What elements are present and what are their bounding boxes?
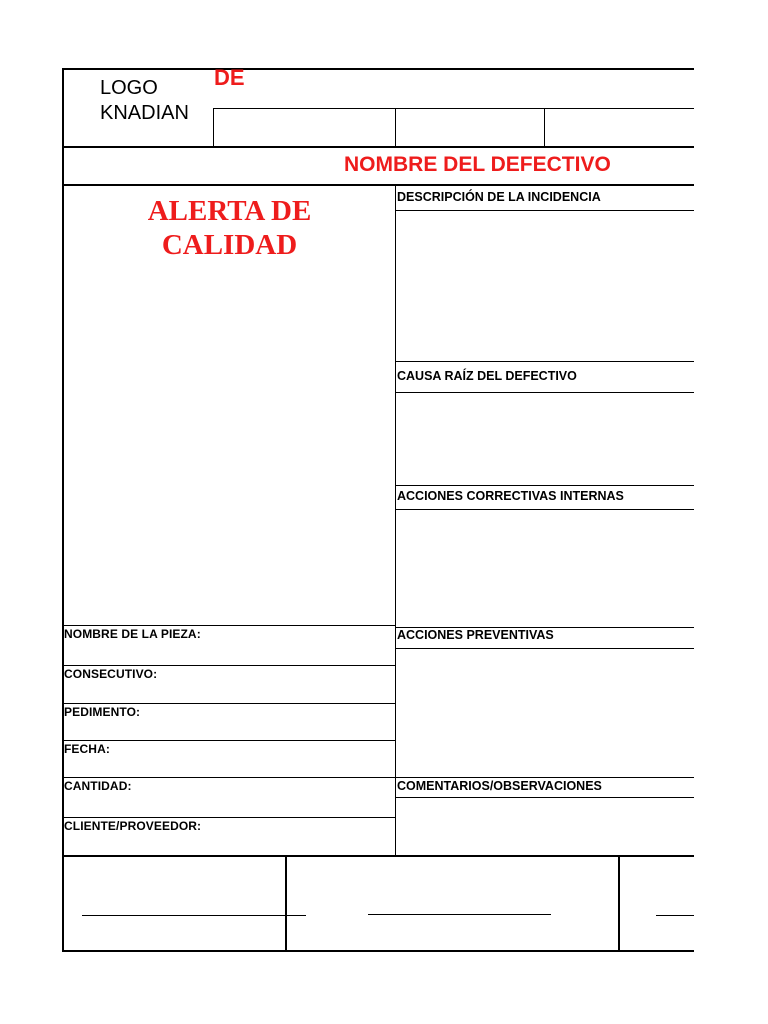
defect-row-bottom-border [62, 184, 694, 186]
header-logo-divider [213, 108, 214, 148]
section-acciones-preventivas: ACCIONES PREVENTIVAS [397, 628, 554, 642]
signature-divider-2 [618, 856, 620, 951]
logo-text [100, 76, 189, 126]
logo-line-2: KNADIAN [100, 102, 189, 124]
signature-line-1 [82, 915, 306, 916]
signature-line-3 [656, 915, 694, 916]
section-divider [395, 777, 694, 778]
field-row-divider [62, 665, 396, 666]
section-acciones-correctivas: ACCIONES CORRECTIVAS INTERNAS [397, 489, 624, 503]
form-bottom-border [62, 950, 694, 952]
section-header-divider [395, 392, 694, 393]
field-row-divider [62, 817, 396, 818]
field-consecutivo: CONSECUTIVO: [64, 667, 158, 681]
section-header-divider [395, 648, 694, 649]
field-row-divider [62, 740, 396, 741]
field-row-divider [62, 703, 396, 704]
field-cliente-proveedor: CLIENTE/PROVEEDOR: [64, 819, 202, 833]
signature-divider-1 [285, 856, 287, 951]
header-cell-divider-2 [544, 108, 545, 148]
field-fecha: FECHA: [64, 742, 110, 756]
field-nombre-pieza: NOMBRE DE LA PIEZA: [64, 627, 201, 641]
header-de-text: DE [214, 65, 245, 90]
signature-top-border [62, 855, 694, 857]
alert-title-line-1: ALERTA DE [147, 195, 312, 227]
section-header-divider [395, 797, 694, 798]
alert-title-line-2: CALIDAD [161, 229, 298, 261]
header-bottom-border [62, 146, 694, 148]
section-divider [395, 361, 694, 362]
defect-name-title: NOMBRE DEL DEFECTIVO [344, 153, 611, 176]
logo-line-1: LOGO [100, 77, 158, 99]
section-header-divider [395, 509, 694, 510]
field-pedimento: PEDIMENTO: [64, 705, 141, 719]
header-cell-divider-1 [395, 108, 396, 148]
section-header-divider [395, 210, 694, 211]
section-divider [395, 485, 694, 486]
section-causa-raiz: CAUSA RAÍZ DEL DEFECTIVO [397, 369, 577, 383]
form-top-border [62, 68, 694, 70]
header-divider [214, 108, 694, 109]
left-fields-top-border [62, 625, 396, 626]
main-center-divider [395, 185, 396, 856]
signature-line-2 [368, 914, 551, 915]
field-cantidad: CANTIDAD: [64, 779, 132, 793]
alert-title [64, 194, 395, 262]
section-descripcion-incidencia: DESCRIPCIÓN DE LA INCIDENCIA [397, 190, 601, 204]
field-row-divider [62, 777, 396, 778]
section-comentarios-observaciones: COMENTARIOS/OBSERVACIONES [397, 779, 602, 793]
